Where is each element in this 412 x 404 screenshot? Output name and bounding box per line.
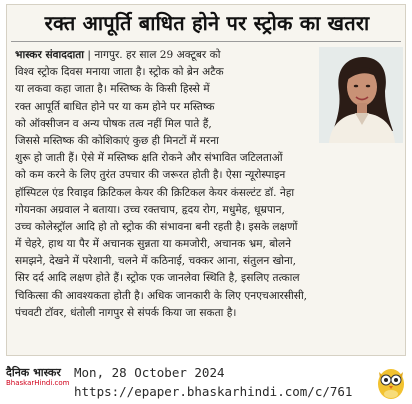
article-line: चिकित्सा की आवश्यकता होती है। अधिक जानकारी के लिए एनएचआरसीसी, [15,289,308,302]
article-line: उच्च कोलेस्ट्रॉल आदि हो तो स्ट्रोक की संभावना बनी रहती है। इसके लक्षणों [15,220,298,233]
article-line: शुरू हो जाती हैं। ऐसे में मस्तिष्क क्षति रोकने और संभावित जटिलताओं [15,152,283,165]
logo-subtext: BhaskarHindi.com [6,379,70,387]
article-line: जिससे मस्तिष्क की कोशिकाएं कुछ ही मिनटों में मरना [15,134,219,147]
article-url[interactable]: https://epaper.bhaskarhindi.com/c/761 [74,384,353,399]
article-line: या लकवा कहा जाता है। मस्तिष्क के किसी हिस्से में [15,83,210,96]
newspaper-clipping [6,4,406,356]
article-line: में चेहरे, हाथ या पैर में अचानक सुन्नता या कमजोरी, अचानक भ्रम, बोलने [15,238,292,251]
logo-text: दैनिक भास्कर [6,366,61,379]
footer-meta [74,363,352,401]
owl-mascot-icon [376,364,406,400]
article-line: सिर दर्द आदि लक्षण होते हैं। स्ट्रोक एक जानलेवा स्थिति है, इसलिए तत्काल [15,272,300,285]
article-line: को ऑक्सीजन व अन्य पोषक तत्व नहीं मिल पाते हैं, [15,117,212,130]
article-line: भास्कर संवाददाता | नागपुर. हर साल 29 अक्टूबर को [15,49,221,61]
article-line: गोयनका अग्रवाल ने बताया। उच्च रक्तचाप, हृदय रोग, मधुमेह, धूम्रपान, [15,203,285,216]
article-line: रक्त आपूर्ति बाधित होने पर या कम होने पर मस्तिष्क [15,100,215,113]
article-line: विश्व स्ट्रोक दिवस मनाया जाता है। स्ट्रोक को ब्रेन अटैक [15,66,224,79]
article-line: हॉस्पिटल एंड रिवाइव क्रिटिकल केयर की क्रिटिकल केयर कंसल्टंट डॉ. नेहा [15,186,295,199]
article-headline: रक्त आपूर्ति बाधित होने पर स्ट्रोक का खतरा [44,11,370,35]
headline-divider [11,41,401,42]
dainik-bhaskar-logo[interactable] [6,366,68,396]
publish-date: Mon, 28 October 2024 [74,365,225,380]
byline: भास्कर संवाददाता [15,49,85,61]
article-body [15,47,401,322]
article-line: पंचवटी टॉवर, धंतोली नागपुर से संपर्क किया जा सकता है। [15,306,237,319]
article-line: को कम करने के लिए तुरंत उपचार की जरूरत होती है। ऐसा न्यूरोस्पाइन [15,169,286,182]
article-line: समझने, देखने में परेशानी, चलने में कठिनाई, चक्कर आना, संतुलन खोना, [15,255,297,268]
